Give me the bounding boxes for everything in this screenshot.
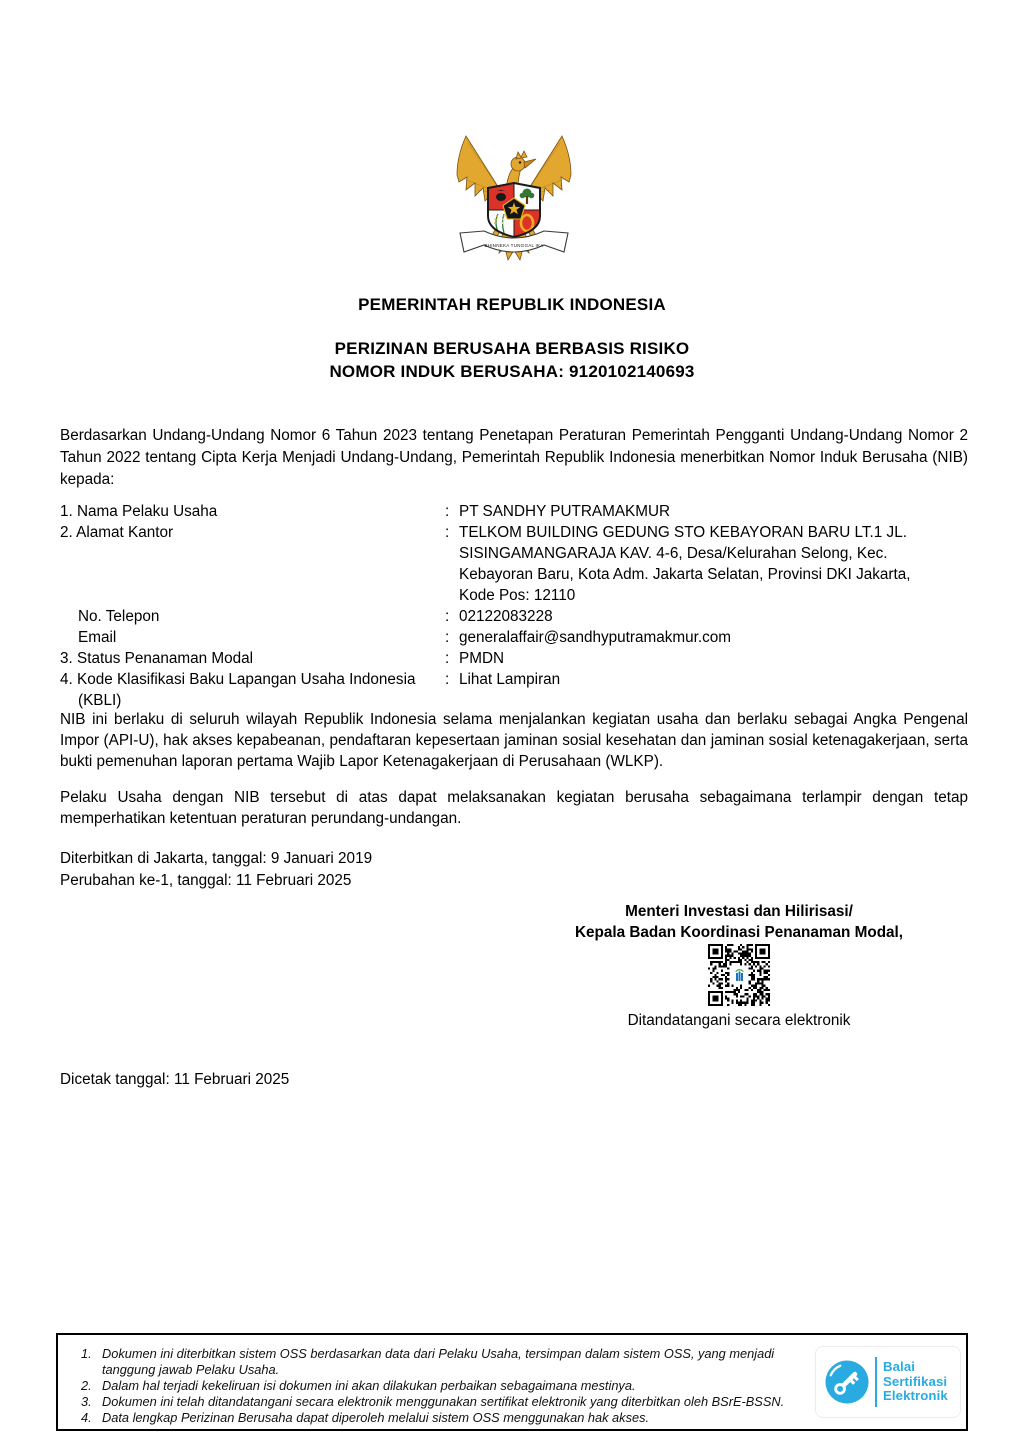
field-row-alamat xyxy=(60,522,968,606)
government-title: PEMERINTAH REPUBLIK INDONESIA xyxy=(358,295,666,314)
signature-block xyxy=(529,901,949,1030)
field-label: 2. Alamat Kantor xyxy=(60,524,174,541)
field-colon: : xyxy=(445,629,450,646)
field-colon: : xyxy=(445,650,450,667)
signatory-title-line2: Kepala Badan Koordinasi Penanaman Modal, xyxy=(574,924,904,941)
footer-note xyxy=(72,1378,824,1394)
emblem-motto-text: BHINNEKA TUNGGAL IKA xyxy=(484,243,544,248)
garuda-pancasila-emblem xyxy=(452,133,576,266)
bse-logo-divider xyxy=(875,1357,877,1407)
footer-note xyxy=(72,1410,824,1426)
note-number: 4. xyxy=(81,1409,92,1425)
bse-key-icon xyxy=(824,1359,870,1405)
note-number: 1. xyxy=(81,1346,92,1361)
field-value: TELKOM BUILDING GEDUNG STO KEBAYORAN BARU LT.1 JL. SISINGAMANGARAJA KAV. 4-6, Desa/Kelurahan Selong, Kec. Kebayoran Baru, Kota Adm. Jakarta Selatan, Provinsi DKI Jakarta, Kode Pos: 12110 xyxy=(459,524,911,604)
field-label-line2: (KBLI) xyxy=(78,692,122,709)
bse-logo-card xyxy=(815,1346,961,1418)
field-value: PMDN xyxy=(459,650,505,667)
note-text: Dalam hal terjadi kekeliruan isi dokumen ini akan dilakukan perbaikan sebagaimana mestinya. xyxy=(102,1377,636,1393)
field-colon: : xyxy=(445,524,450,541)
electronic-signature-caption: Ditandatangani secara elektronik xyxy=(627,1012,851,1029)
field-row-kbli xyxy=(60,669,968,711)
bse-text-line3: Elektronik xyxy=(883,1388,948,1404)
field-value: 02122083228 xyxy=(459,608,553,625)
note-text: Dokumen ini diterbitkan sistem OSS berdasarkan data dari Pelaku Usaha, tersimpan dalam sistem OSS, yang menjadi tanggung jawab Pelaku Usaha. xyxy=(102,1346,775,1377)
signatory-title-line1: Menteri Investasi dan Hilirisasi/ xyxy=(625,903,853,920)
field-colon: : xyxy=(445,671,450,688)
garuda-beak xyxy=(524,159,536,168)
revision-line: Perubahan ke-1, tanggal: 11 Februari 2025 xyxy=(60,871,352,889)
footer-notes-list xyxy=(72,1346,824,1426)
intro-paragraph: Berdasarkan Undang-Undang Nomor 6 Tahun 2023 tentang Penetapan Peraturan Pemerintah Pengganti Undang-Undang Nomor 2 Tahun 2022 tentang Cipta Kerja Menjadi Undang-Undang, Pemerintah Republik Indonesia menerbitkan Nomor Induk Berusaha (NIB) kepada: xyxy=(60,427,968,488)
field-colon: : xyxy=(445,503,450,520)
bse-text-line1: Balai xyxy=(883,1359,916,1375)
footer-note xyxy=(72,1346,824,1378)
note-number: 2. xyxy=(81,1377,92,1393)
note-text: Data lengkap Perizinan Berusaha dapat diperoleh melalui sistem OSS menggunakan hak akses. xyxy=(102,1409,650,1425)
footer-note xyxy=(72,1394,824,1410)
field-row-telepon xyxy=(60,606,968,627)
field-label: 1. Nama Pelaku Usaha xyxy=(60,503,218,520)
document-title-line1: PERIZINAN BERUSAHA BERBASIS RISIKO xyxy=(334,339,690,358)
field-label: No. Telepon xyxy=(78,608,160,625)
nib-number: 9120102140693 xyxy=(569,361,695,381)
field-value: PT SANDHY PUTRAMAKMUR xyxy=(459,503,671,520)
field-label: 3. Status Penanaman Modal xyxy=(60,650,254,667)
document-title-line2 xyxy=(0,361,1024,384)
pelaku-usaha-paragraph: Pelaku Usaha dengan NIB tersebut di atas dapat melaksanakan kegiatan berusaha sebagaimana terlampir dengan tetap memperhatikan ketentuan peraturan perundang-undangan. xyxy=(60,789,968,827)
field-row-nama xyxy=(60,501,968,522)
field-label: 4. Kode Klasifikasi Baku Lapangan Usaha Indonesia xyxy=(60,671,416,688)
nib-label: NOMOR INDUK BERUSAHA: xyxy=(329,361,565,381)
garuda-eye xyxy=(519,161,521,163)
bse-logo-text xyxy=(883,1360,948,1404)
footer-notes-box xyxy=(56,1333,968,1431)
field-label: Email xyxy=(78,629,117,646)
qr-code xyxy=(708,944,770,1006)
note-text: Dokumen ini telah ditandatangani secara elektronik menggunakan sertifikat elektronik yang diterbitkan oleh BSrE-BSSN. xyxy=(102,1393,785,1409)
issued-line: Diterbitkan di Jakarta, tanggal: 9 Januari 2019 xyxy=(60,850,373,867)
field-colon: : xyxy=(445,608,450,625)
issue-dates xyxy=(60,848,372,891)
bse-text-line2: Sertifikasi xyxy=(883,1373,948,1389)
nib-validity-paragraph: NIB ini berlaku di seluruh wilayah Republik Indonesia selama menjalankan kegiatan usaha dan berlaku sebagai Angka Pengenal Impor (API-U), hak akses kepabeanan, pendaftaran kepesertaan jaminan sosial kesehatan dan jaminan sosial ketenagakerjaan, serta bukti pemenuhan laporan pertama Wajib Lapor Ketenagakerjaan di Perusahaan (WLKP). xyxy=(60,711,968,770)
field-row-status xyxy=(60,648,968,669)
document-title xyxy=(0,338,1024,383)
field-value: generalaffair@sandhyputramakmur.com xyxy=(459,629,732,646)
field-row-email xyxy=(60,627,968,648)
fields-list xyxy=(60,501,968,711)
field-value: Lihat Lampiran xyxy=(459,671,561,688)
note-number: 3. xyxy=(81,1393,92,1409)
printed-date: Dicetak tanggal: 11 Februari 2025 xyxy=(60,1071,290,1088)
